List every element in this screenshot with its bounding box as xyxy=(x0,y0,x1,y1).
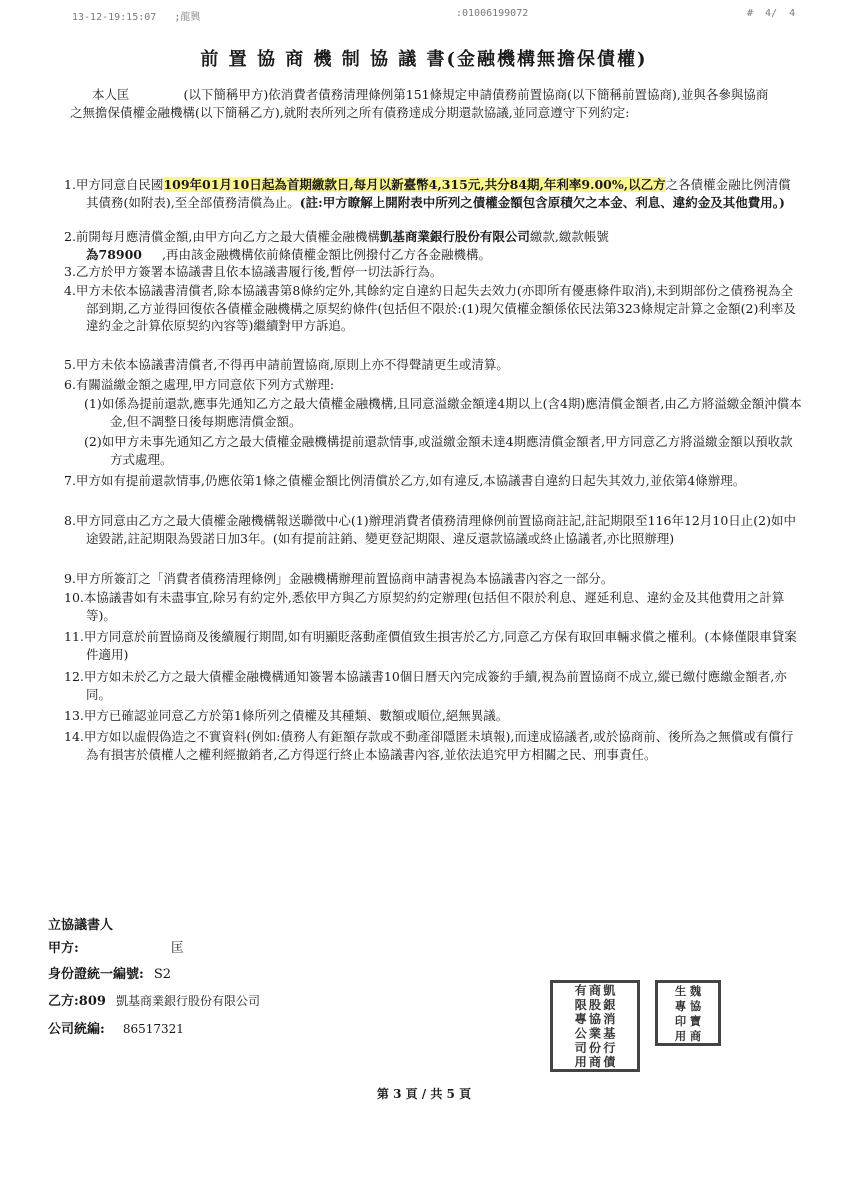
clause-3: 3.乙方於甲方簽署本協議書且依本協議書履行後,暫停一切法訴行為。 xyxy=(64,264,443,279)
seal-glyph: 凱 xyxy=(603,983,616,998)
seal-glyph: 魏 xyxy=(689,984,702,998)
party-a-label: 甲方: xyxy=(48,941,79,956)
bank-seal-stamp xyxy=(550,980,640,1072)
party-b-value: 凱基商業銀行股份有限公司 xyxy=(115,994,260,1008)
seal-glyph: 股 xyxy=(588,997,602,1012)
clause-14: 14.甲方如以虛假偽造之不實資料(例如:債務人有鉅額存款或不動產卻隱匿未填報),而達成協議者,或於協商前、後所為之無償或有償行為有損害於債權人之權利經撤銷者,乙方得逕行終止本協議書內容,並依法追究甲方相關之民、刑事責任。 xyxy=(64,729,794,762)
seal-glyphs xyxy=(553,983,637,1069)
id-number-value: S2 xyxy=(153,967,171,982)
personal-seal-stamp xyxy=(655,980,721,1046)
seal-glyph: 業 xyxy=(588,1026,602,1041)
seal-glyph: 印 xyxy=(674,1014,687,1028)
clause-10: 10.本協議書如有未盡事宜,除另有約定外,悉依甲方與乙方原契約約定辦理(包括但不限於利息、遲延利息、違約金及其他費用之計算等)。 xyxy=(64,590,785,623)
clause-1-lead: 1.甲方同意自民國 xyxy=(64,177,164,192)
seal-glyph: 商 xyxy=(689,1029,702,1043)
clause-1-highlight: 109年01月10日起為首期繳款日,每月以新臺幣4,315元,共分84期,年利率9.00%,以乙方 xyxy=(163,177,666,192)
clause-5: 5.甲方未依本協議書清償者,不得再申請前置協商,原則上亦不得聲請更生或清算。 xyxy=(64,357,509,372)
seal-glyph: 有 xyxy=(574,983,587,998)
seal-glyph: 用 xyxy=(674,1029,687,1043)
seal-glyph: 協 xyxy=(588,1012,602,1027)
seal-glyph: 商 xyxy=(588,983,602,998)
clause-2-text: 2.前開每月應清償金額,由甲方向乙方之最大債權金融機構 xyxy=(64,229,380,244)
fax-header-number: :01006199072 xyxy=(456,8,529,19)
party-a-row xyxy=(48,937,184,956)
fax-header-timestamp: 13-12-19:15:07 ;龍興 xyxy=(72,12,201,23)
seal-glyph: 消 xyxy=(603,1012,616,1027)
clause-12: 12.甲方如未於乙方之最大債權金融機構通知簽署本協議書10個日曆天內完成簽約手續,視為前置協商不成立,縱已繳付應繳金額者,亦同。 xyxy=(64,669,787,702)
id-number-label: 身份證統一編號: xyxy=(48,967,144,982)
account-number: 為78900 xyxy=(86,246,142,262)
page-number: 第 3 頁 / 共 5 頁 xyxy=(376,1087,472,1101)
clause-2 xyxy=(64,228,800,263)
fax-header-page: # 4/ 4 xyxy=(747,8,796,19)
clause-2-text-c: ,再由該金融機構依前條債權金額比例撥付乙方各金融機構。 xyxy=(162,246,491,262)
seal-glyph: 用 xyxy=(574,1055,587,1069)
seal-glyph: 債 xyxy=(603,1055,616,1069)
clause-1-rest: 之各債權金融比例清償其債務(如附表),至全部債務清償為止。 xyxy=(86,177,791,210)
seal-glyphs xyxy=(658,983,718,1043)
intro-prefix: 本人匡 xyxy=(92,87,130,102)
intro-paragraph xyxy=(70,86,770,122)
bank-name: 凱基商業銀行股份有限公司 xyxy=(379,229,530,244)
seal-glyph: 專 xyxy=(674,999,687,1013)
seal-glyph: 份 xyxy=(588,1040,602,1055)
company-id-row xyxy=(48,1018,184,1037)
clause-4: 4.甲方未依本協議書清償者,除本協議書第8條約定外,其餘約定自違約日起失去效力(亦即所有優惠條件取消),未到期部份之債務視為全部到期,乙方並得回復依各債權金融機構之原契約條件(包括但不限於:(1)現欠債權金額係依民法第323條規定計算之金額(2)利率及違約金之計算依原契約內容等)繼續對甲方訴追。 xyxy=(64,283,796,333)
clause-1 xyxy=(64,176,800,211)
clause-6-1: (1)如係為提前還款,應事先通知乙方之最大債權金融機構,且同意溢繳金額達4期以上(含4期)應清償金額者,由乙方將溢繳金額沖償本金,但不調整日後每期應清償金額。 xyxy=(84,396,802,429)
document-title: 前 置 協 商 機 制 協 議 書(金融機構無擔保債權) xyxy=(200,49,648,70)
clause-1-note: (註:甲方瞭解上開附表中所列之債權金額包含原積欠之本金、利息、違約金及其他費用。) xyxy=(299,194,785,210)
seal-glyph: 基 xyxy=(603,1026,616,1041)
seal-glyph: 生 xyxy=(674,984,687,998)
id-number-row xyxy=(48,963,171,982)
party-b-label: 乙方:809 xyxy=(48,994,106,1009)
party-a-value: 匡 xyxy=(170,941,184,956)
clause-2-text-b: 繳款,繳款帳號 xyxy=(529,229,609,244)
clause-7: 7.甲方如有提前還款情事,仍應依第1條之債權金額比例清償於乙方,如有違反,本協議書自違約日起失其效力,並依第4條辦理。 xyxy=(64,473,746,488)
company-id-value: 86517321 xyxy=(122,1022,184,1036)
seal-glyph: 寶 xyxy=(689,1014,702,1028)
seal-glyph: 商 xyxy=(588,1055,602,1069)
clause-6-2: (2)如甲方未事先通知乙方之最大債權金融機構提前還款情事,或溢繳金額未達4期應清償金額者,甲方同意乙方將溢繳金額以預收款方式處理。 xyxy=(84,434,793,467)
seal-glyph: 行 xyxy=(603,1040,616,1055)
clause-11: 11.甲方同意於前置協商及後續履行期間,如有明顯貶落動產價值致生損害於乙方,同意乙方保有取回車輛求償之權利。(本條僅限車貸案件適用) xyxy=(64,629,797,662)
seal-glyph: 專 xyxy=(574,1012,587,1027)
seal-glyph: 限 xyxy=(574,997,587,1012)
intro-text: (以下簡稱甲方)依消費者債務清理條例第151條規定申請債務前置協商(以下簡稱前置協商),並與各參與協商之無擔保債權金融機構(以下簡稱乙方),就附表所列之所有債務達成分期還款協議,並同意遵守下列約定: xyxy=(70,87,769,120)
party-b-row xyxy=(48,990,260,1009)
clause-6: 6.有關溢繳金額之處理,甲方同意依下列方式辦理: xyxy=(64,377,335,392)
seal-glyph: 公 xyxy=(574,1026,587,1041)
clause-9: 9.甲方所簽訂之「消費者債務清理條例」金融機構辦理前置協商申請書視為本協議書內容之一部分。 xyxy=(64,571,614,586)
seal-glyph: 司 xyxy=(574,1040,587,1055)
clause-8: 8.甲方同意由乙方之最大債權金融機構報送聯徵中心(1)辦理消費者債務清理條例前置協商註記,註記期限至116年12月10日止(2)如中途毀諾,註記期限為毀諾日加3年。(如有提前註銷、變更登記期限、違反還款協議或終止協議者,亦比照辦理) xyxy=(64,513,796,546)
company-id-label: 公司統編: xyxy=(48,1022,105,1037)
signatories-heading: 立協議書人 xyxy=(48,918,114,933)
seal-glyph: 銀 xyxy=(603,997,616,1012)
seal-glyph: 協 xyxy=(689,999,702,1013)
clause-13: 13.甲方已確認並同意乙方於第1條所列之債權及其種類、數額或順位,絕無異議。 xyxy=(64,708,509,723)
